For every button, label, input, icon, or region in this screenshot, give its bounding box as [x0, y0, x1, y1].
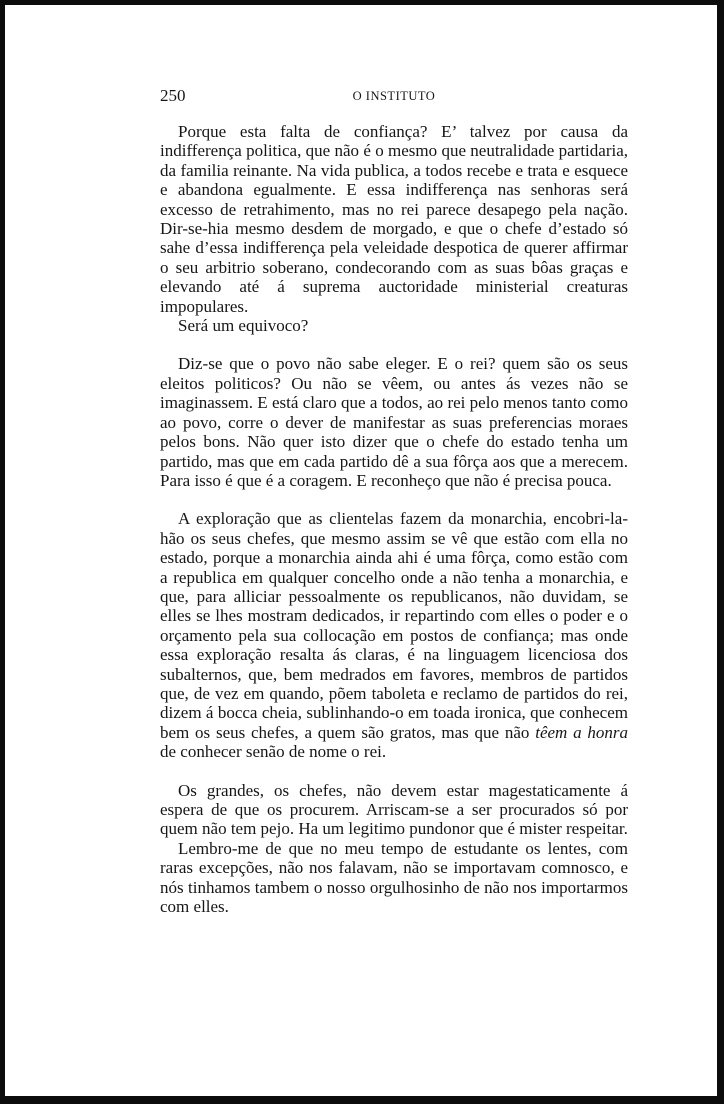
running-head	[160, 86, 628, 108]
paragraph-5: Os grandes, os chefes, não devem estar magestaticamente á espera de que os procurem. Arriscam-se a ser procurados só por quem não tem pejo. Ha um legitimo pundonor que é mister respeitar.	[160, 780, 628, 839]
paragraph-2: Será um equivoco?	[178, 316, 309, 336]
paragraph-4	[160, 509, 628, 761]
paragraph-4-text-end: de conhecer senão de nome o rei.	[160, 742, 387, 762]
paragraph-1: Porque esta falta de confiança? E’ talvez por causa da indifferença politica, que não é o mesmo que neutralidade partidaria, da familia reinante. Na vida publica, a todos recebe e trata e esquece e abandona egualmente. E essa indifferença nas senhoras será excesso de retrahimento, mas no rei parece desapego pela nação. Dir-se-hia mesmo desdem de morgado, e que o chefe d’estado só sahe d’essa indifferença pela veleidade despotica de querer affirmar o seu arbitrio soberano, condecorando com as suas bôas graças e elevando até á suprema auctoridade ministerial creaturas impopulares.	[160, 122, 628, 316]
scan-border-left	[0, 0, 5, 1104]
scan-border-top	[0, 0, 724, 5]
scan-border-bottom	[0, 1096, 724, 1104]
paragraph-6: Lembro-me de que no meu tempo de estudante os lentes, com raras excepções, não nos falavam, não se importavam comnosco, e nós tinhamos tambem o nosso orgulhosinho de não nos importarmos com elles.	[160, 838, 628, 917]
paragraph-4-text-start: A exploração que as clientelas fazem da monarchia, encobri-la-hão os seus chefes, que mesmo assim se vê que estão com ella no estado, porque a monarchia ainda ahi é uma fôrça, como estão com a republica em qualquer concelho onde a não tenha a monarchia, e que, para alliciar pessoalmente os republicanos, não duvidam, se elles se lhes mostram dedicados, ir repartindo com elles o poder e o orçamento pela sua collocação em postos de confiança; mas onde essa exploração resalta ás claras, é na linguagem licenciosa dos subalternos, que, bem medrados em favores, membros de partidos que, de vez em quando, põem taboleta e reclamo de partidos do rei, dizem á bocca cheia, sublinhando-o em toada ironica, que conhecem bem os seus chefes, a quem são gratos, mas que não	[160, 509, 628, 742]
paragraph-4-italic-phrase: têem a honra	[535, 722, 628, 742]
paragraph-3: Diz-se que o povo não sabe eleger. E o rei? quem são os seus eleitos politicos? Ou não se vêem, ou antes ás vezes não se imaginassem. E está claro que a todos, ao rei pelo menos tanto como ao povo, corre o dever de manifestar as suas preferencias moraes pelos bons. Não quer isto dizer que o chefe do estado tenha um partido, mas que em cada partido dê a sua fôrça aos que a merecem. Para isso é que é a coragem. E reconheço que não é precisa pouca.	[160, 354, 628, 490]
page-number: 250	[160, 86, 186, 105]
scan-border-right	[717, 0, 724, 1104]
running-title: O INSTITUTO	[352, 89, 436, 103]
book-page	[160, 86, 628, 916]
